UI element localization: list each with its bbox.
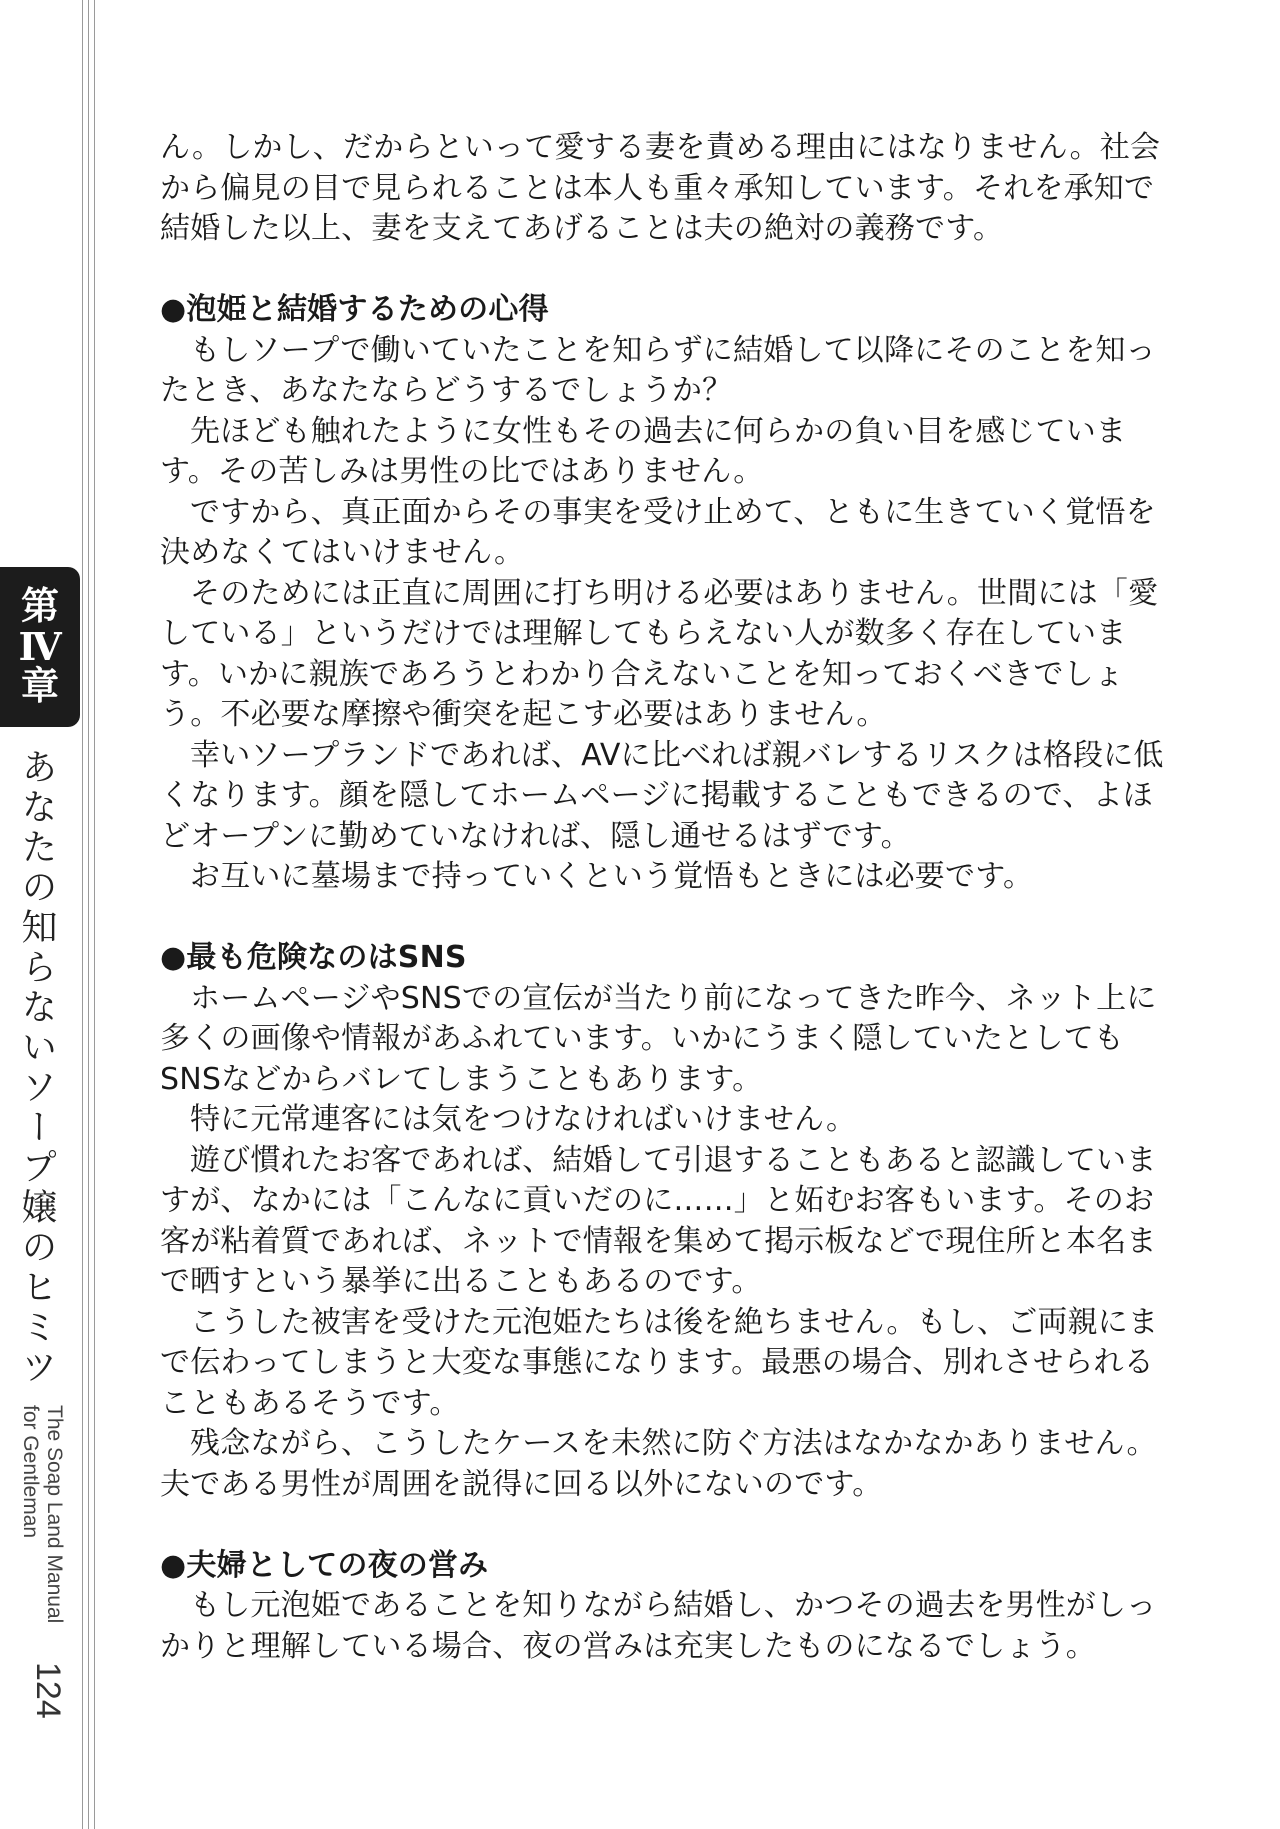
chapter-subtitle: あなたの知らないソープ嬢のヒミツ [16,748,57,1388]
margin-rule [94,0,95,1829]
chapter-number: Ⅳ [18,624,62,670]
chapter-tab [0,567,80,727]
book-title-line-2: for Gentleman [19,1405,42,1539]
book-title [18,1405,66,1635]
paragraph: 残念ながら、こうしたケースを未然に防ぐ方法はなかなかありません。夫である男性が周囲を説得に回る以外にないのです。 [160,1426,1157,1502]
body-text [160,128,1180,1667]
margin-rule [82,0,83,1829]
paragraph: お互いに墓場まで持っていくという覚悟もときには必要です。 [190,859,1034,894]
section-heading: ●夫婦としての夜の営み [160,1547,489,1583]
paragraph: こうした被害を受けた元泡姫たちは後を絶ちません。もし、ご両親にまで伝わってしまうと大変な事態になります。最悪の場合、別れさせられることもあるそうです。 [160,1304,1159,1421]
paragraph: 特に元常連客には気をつけなければいけません。 [190,1102,857,1137]
paragraph: そのためには正直に周囲に打ち明ける必要はありません。世間には「愛している」というだけでは理解してもらえない人が数多く存在しています。いかに親族であろうとわかり合えないことを知っておくべきでしょう。不必要な摩擦や衝突を起こす必要はありません。 [160,575,1159,732]
paragraph: ん。しかし、だからといって愛する妻を責める理由にはなりません。社会から偏見の目で見られることは本人も重々承知しています。それを承知で結婚した以上、妻を支えてあげることは夫の絶対の義務です。 [160,130,1161,246]
chapter-word: 第 [20,584,59,629]
section-heading: ●泡姫と結婚するための心得 [160,292,549,327]
book-title-line-1: The Soap Land Manual [43,1405,66,1624]
chapter-suffix: 章 [20,663,59,708]
paragraph: 先ほども触れたように女性もその過去に何らかの負い目を感じています。その苦しみは男性の比ではありません。 [160,413,1127,489]
paragraph: ホームページやSNSでの宣伝が当たり前になってきた昨今、ネット上に多くの画像や情報があふれています。いかにうまく隠していたとしてもSNSなどからバレてしまうこともあります。 [160,980,1157,1097]
paragraph: ですから、真正面からその事実を受け止めて、ともに生きていく覚悟を決めなくてはいけません。 [160,494,1156,570]
paragraph: もしソープで働いていたことを知らずに結婚して以降にそのことを知ったとき、あなたならどうするでしょうか？ [160,332,1156,408]
paragraph: 幸いソープランドであれば、AVに比べれば親バレするリスクは格段に低くなります。顔を隠してホームページに掲載することもできるので、よほどオープンに勤めていなければ、隠し通せるはずです。 [160,737,1164,854]
paragraph: 遊び慣れたお客であれば、結婚して引退することもあると認識していますが、なかには「こんなに貢いだのに……」と妬むお客もいます。そのお客が粘着質であれば、ネットで情報を集めて掲示板などで現住所と本名まで晒すという暴挙に出ることもあるのです。 [160,1142,1157,1299]
paragraph: もし元泡姫であることを知りながら結婚し、かつその過去を男性がしっかりと理解している場合、夜の営みは充実したものになるでしょう。 [160,1588,1157,1664]
page-number: 124 [29,1662,67,1719]
section-heading: ●最も危険なのはSNS [160,940,467,975]
margin-rule [88,0,89,1829]
